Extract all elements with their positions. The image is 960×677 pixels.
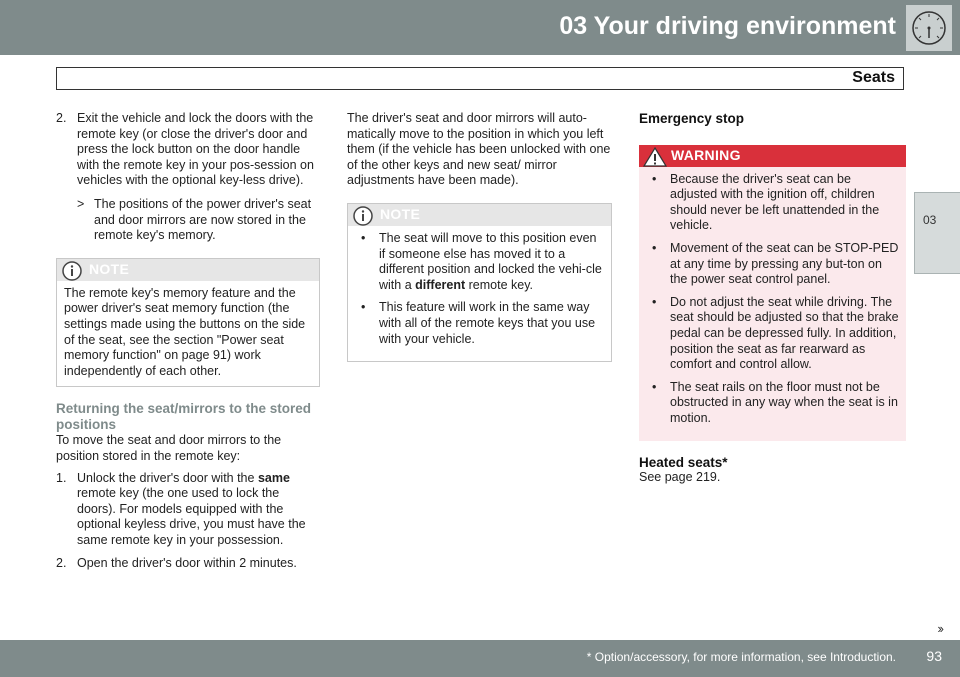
step-text-pre: Unlock the driver's door with the bbox=[77, 470, 258, 485]
subheading-returning: Returning the seat/mirrors to the stored positions bbox=[56, 401, 312, 433]
column-2 bbox=[347, 111, 612, 376]
step-number: 2. bbox=[56, 111, 67, 125]
bullet-dot: • bbox=[361, 300, 366, 315]
step-text-post: remote key (the one used to lock the doors). For models equipped with the optional keyless drive, you must have the same remote key in your possession. bbox=[77, 486, 306, 547]
bullet-text: This feature will work in the same way with all of the remote keys that you use with your vehicle. bbox=[379, 300, 596, 346]
heading-emergency-stop: Emergency stop bbox=[639, 111, 745, 126]
note-body bbox=[348, 226, 611, 361]
heading-heated-seats: Heated seats* bbox=[639, 454, 728, 470]
bullet-text-post: remote key. bbox=[465, 277, 533, 292]
side-tab-label: 03 bbox=[923, 213, 937, 227]
procedure-step bbox=[56, 556, 320, 572]
chapter-title: 03 Your driving environment bbox=[559, 12, 896, 40]
bullet-text-pre: The seat will move to this position even if someone else has moved it to a different position and locked the vehi-cle with a bbox=[379, 230, 602, 292]
procedure-step bbox=[56, 471, 320, 549]
step-number: 1. bbox=[56, 470, 67, 485]
bullet-dot: • bbox=[652, 294, 657, 309]
bullet-item bbox=[355, 231, 604, 293]
section-title: Seats bbox=[852, 69, 895, 86]
bullet-dot: • bbox=[652, 240, 657, 255]
next-page-arrows-icon[interactable]: ›› bbox=[937, 621, 942, 636]
step-result bbox=[56, 197, 320, 244]
heated-seats-text: See page 219. bbox=[639, 470, 721, 485]
page-number: 93 bbox=[926, 648, 942, 664]
info-circle-icon bbox=[60, 260, 84, 282]
bullet-text: Because the driver's seat can be adjusted with the ignition off, children should never be left unattended in the vehicle. bbox=[670, 171, 880, 233]
procedure-step bbox=[56, 111, 320, 189]
bullet-dot: • bbox=[361, 230, 366, 245]
warning-triangle-icon bbox=[642, 146, 668, 168]
bullet-item bbox=[646, 172, 899, 234]
bullet-item bbox=[646, 295, 899, 373]
warning-label: WARNING bbox=[671, 146, 741, 163]
note-label: NOTE bbox=[380, 205, 421, 222]
info-circle-icon bbox=[351, 205, 375, 227]
bullet-text-bold: different bbox=[415, 277, 466, 292]
footnote-text: Option/accessory, for more information, see Introduction. bbox=[594, 650, 896, 664]
step-text-bold: same bbox=[257, 470, 290, 485]
section-header bbox=[56, 67, 904, 90]
bullet-item bbox=[355, 300, 604, 347]
bullet-item bbox=[646, 380, 899, 427]
footer-bar bbox=[0, 640, 960, 677]
chapter-side-tab[interactable] bbox=[914, 192, 960, 274]
column-3 bbox=[639, 111, 906, 486]
bullet-text: Movement of the seat can be STOP-PED at any time by pressing any but-ton on the power seat control panel. bbox=[670, 240, 899, 287]
result-arrow: > bbox=[77, 196, 85, 211]
speedometer-gauge-icon bbox=[906, 5, 952, 51]
footnote bbox=[587, 650, 896, 664]
bullet-text bbox=[379, 231, 604, 293]
paragraph: The driver's seat and door mirrors will auto-matically move to the position in which you left them (if the vehicle has been unlocked with one of the other keys and new seat/ mirror adjustments have been made). bbox=[347, 111, 611, 188]
step-text: Exit the vehicle and lock the doors with the remote key (or close the driver's door and press the lock button on the door handle with the remote key in your pos-session on vehicles with the optional key-less drive). bbox=[77, 111, 314, 188]
note-header bbox=[348, 204, 611, 226]
warning-body bbox=[639, 167, 906, 441]
result-text: The positions of the power driver's seat and door mirrors are now stored in the remote key's memory. bbox=[94, 196, 312, 243]
warning-box bbox=[639, 145, 906, 441]
footnote-star: * bbox=[586, 650, 592, 664]
note-box bbox=[347, 203, 612, 362]
chapter-header-bar bbox=[0, 0, 960, 55]
step-text: Open the driver's door within 2 minutes. bbox=[77, 556, 297, 571]
warning-header bbox=[639, 145, 906, 167]
note-body bbox=[57, 281, 319, 387]
bullet-text: Do not adjust the seat while driving. The seat should be adjusted so that the brake pedal can be depressed fully. In addition, position the seat as far rearward as comfort and control allow. bbox=[670, 294, 899, 372]
bullet-dot: • bbox=[652, 171, 657, 186]
note-box bbox=[56, 258, 320, 388]
intro-text: To move the seat and door mirrors to the position stored in the remote key: bbox=[56, 433, 282, 463]
bullet-dot: • bbox=[652, 379, 657, 394]
column-1 bbox=[56, 111, 320, 580]
step-text bbox=[77, 471, 320, 549]
bullet-item bbox=[646, 241, 899, 288]
note-label: NOTE bbox=[89, 260, 130, 277]
note-text: The remote key's memory feature and the power driver's seat memory function (the settings made using the buttons on the side of the seat, see the section "Power seat memory function" on page 91) work independently of each other. bbox=[64, 285, 306, 378]
step-number: 2. bbox=[56, 556, 67, 571]
bullet-text: The seat rails on the floor must not be obstructed in any way when the seat is in motion. bbox=[670, 379, 898, 425]
note-header bbox=[57, 259, 319, 281]
